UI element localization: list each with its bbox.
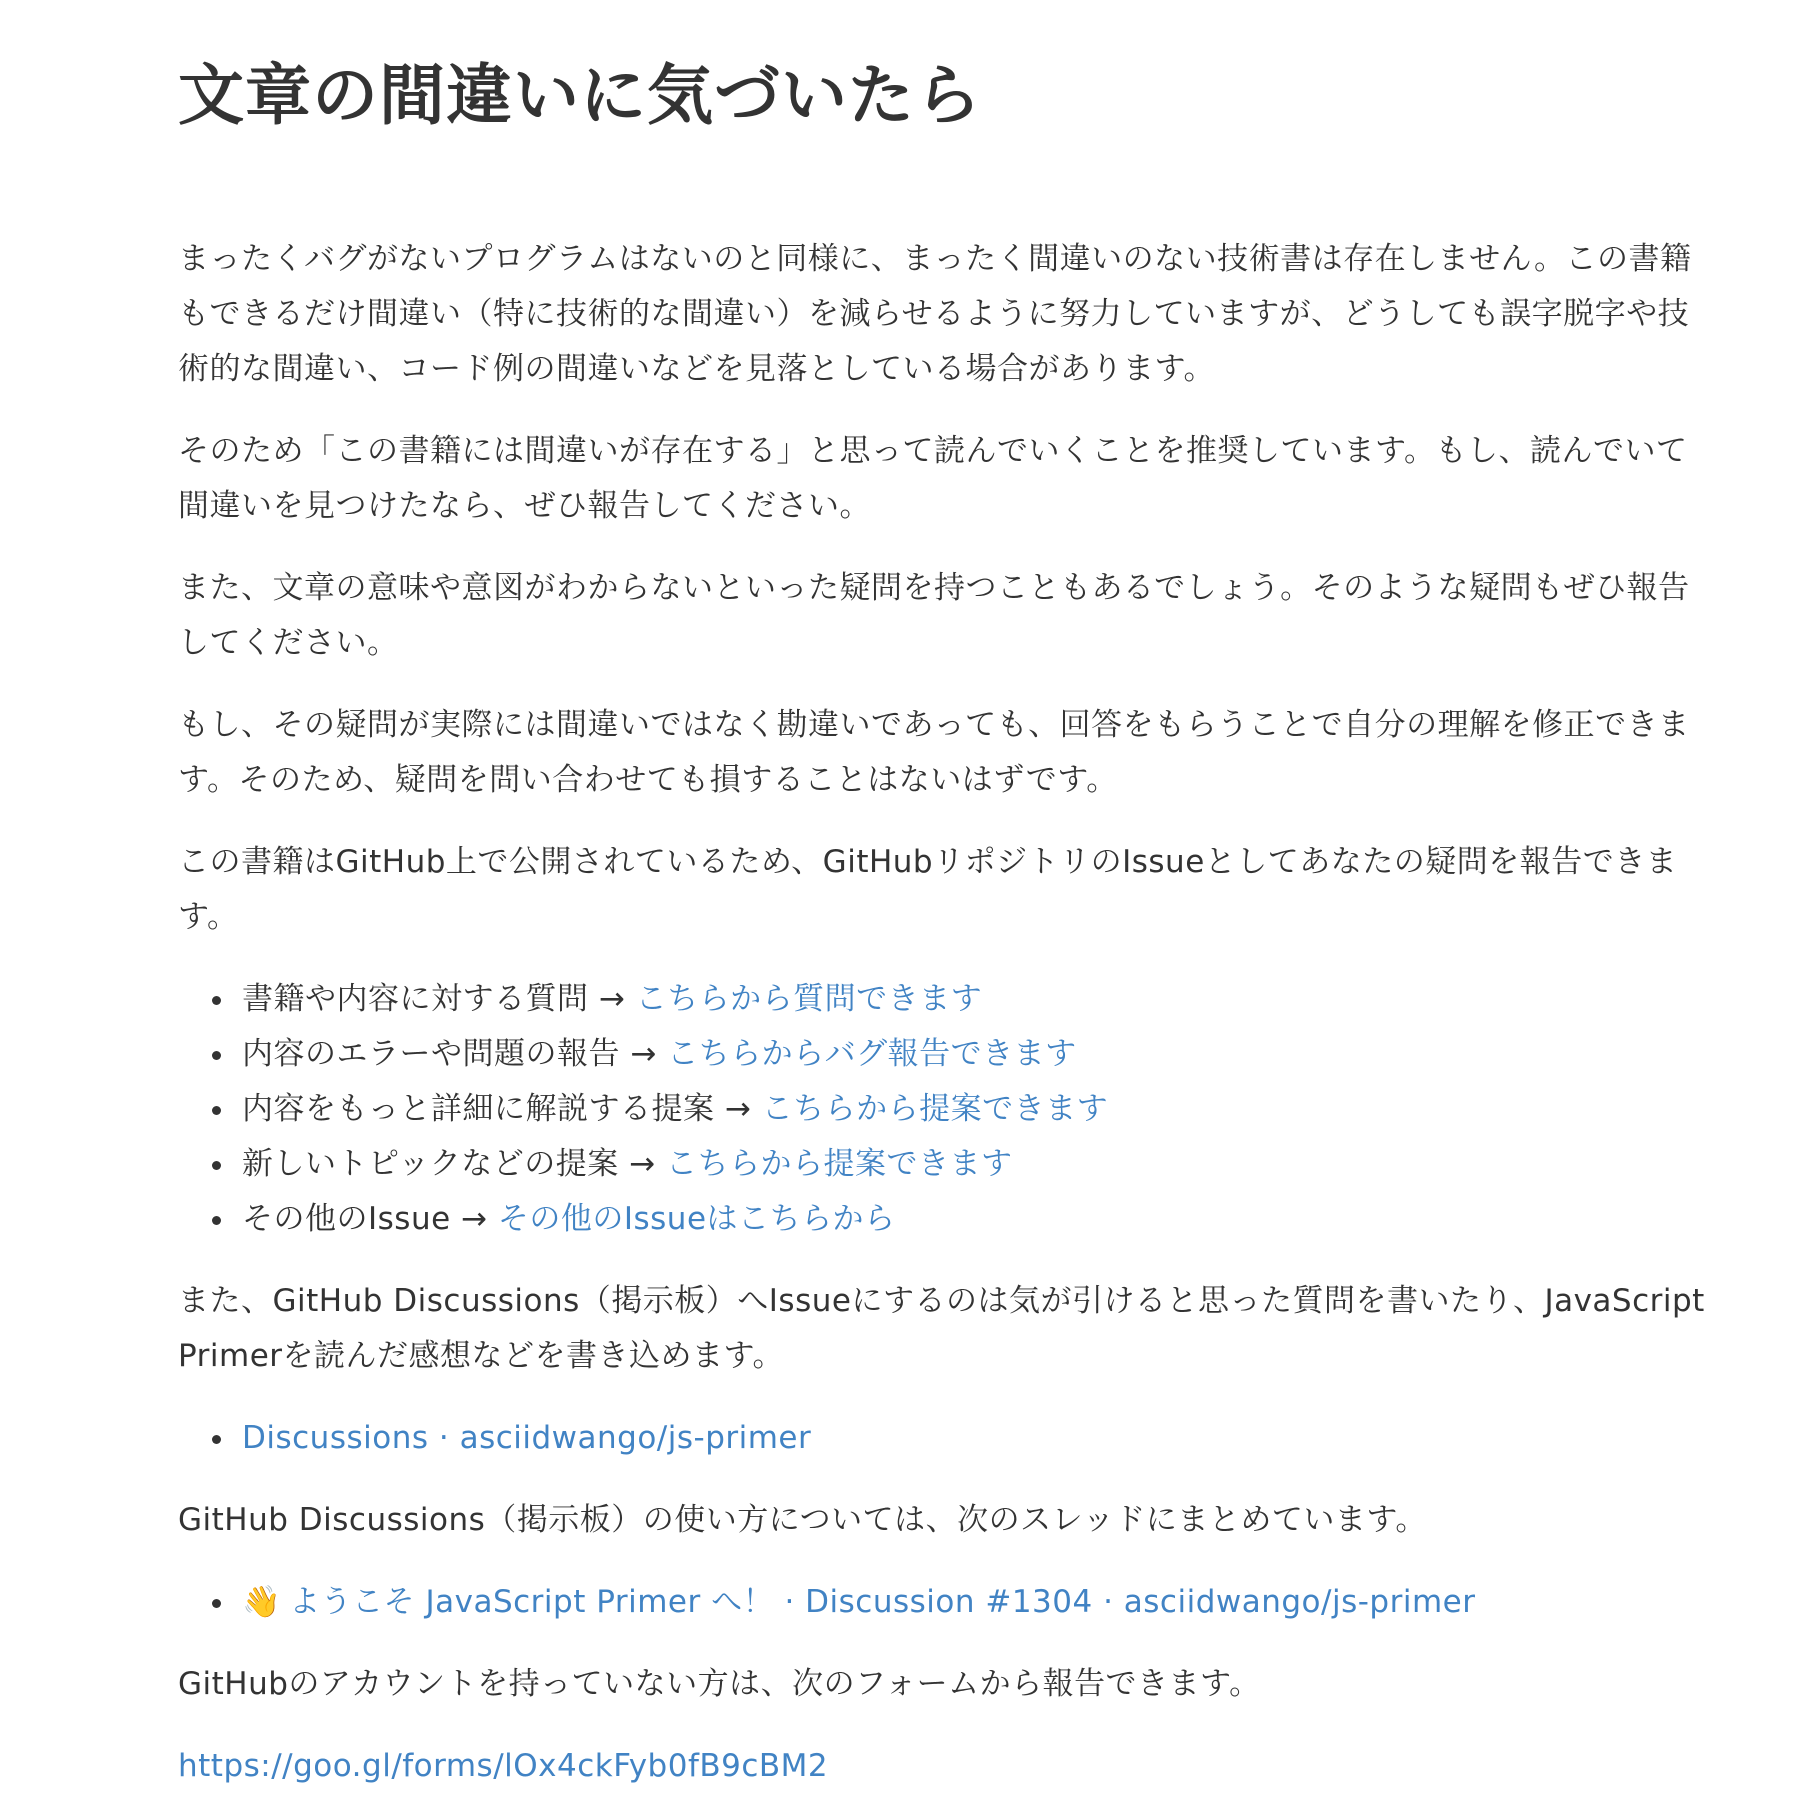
topic-proposal-link[interactable]: こちらから提案できます	[665, 1146, 1013, 1182]
bug-report-link[interactable]: こちらからバグ報告できます	[667, 1036, 1077, 1072]
issue-link-list	[178, 972, 1718, 1247]
bullet-icon	[212, 1161, 221, 1170]
list-item-text: その他のIssue →	[242, 1201, 498, 1237]
bullet-icon	[212, 996, 221, 1005]
bullet-icon	[212, 1216, 221, 1225]
list-item	[178, 1027, 1718, 1082]
page-title: 文章の間違いに気づいたら	[178, 57, 982, 134]
list-item	[178, 1192, 1718, 1247]
bullet-icon	[212, 1106, 221, 1115]
discussions-link[interactable]: Discussions · asciidwango/js-primer	[242, 1420, 812, 1456]
list-item	[178, 972, 1718, 1027]
paragraph-github-issue: この書籍はGitHub上で公開されているため、GitHubリポジトリのIssueとしてあなたの疑問を報告できます。	[178, 844, 1678, 935]
google-form-link[interactable]: https://goo.gl/forms/lOx4ckFyb0fB9cBM2	[178, 1748, 829, 1784]
paragraph-form: GitHubのアカウントを持っていない方は、次のフォームから報告できます。	[178, 1666, 1261, 1702]
paragraph-misunderstanding: もし、その疑問が実際には間違いではなく勘違いであっても、回答をもらうことで自分の理解を修正できます。そのため、疑問を問い合わせても損することはないはずです。	[178, 707, 1690, 798]
waving-hand-icon: 👋	[242, 1584, 282, 1620]
detail-proposal-link[interactable]: こちらから提案できます	[761, 1091, 1109, 1127]
welcome-discussion-link-text: ようこそ JavaScript Primer へ！ · Discussion #1304 · asciidwango/js-primer	[289, 1584, 1476, 1620]
bullet-icon	[212, 1599, 221, 1608]
list-item-text: 内容をもっと詳細に解説する提案 →	[242, 1091, 762, 1127]
other-issue-link[interactable]: その他のIssueはこちらから	[497, 1201, 896, 1237]
question-link[interactable]: こちらから質問できます	[635, 981, 983, 1017]
article-content	[178, 40, 1718, 1794]
paragraph-intro: まったくバグがないプログラムはないのと同様に、まったく間違いのない技術書は存在しません。この書籍もできるだけ間違い（特に技術的な間違い）を減らせるように努力していますが、どうしても誤字脱字や技術的な間違い、コード例の間違いなどを見落としている場合があります。	[178, 241, 1692, 387]
list-item	[178, 1411, 1718, 1466]
discussions-link-list	[178, 1411, 1718, 1466]
list-item-text: 内容のエラーや問題の報告 →	[242, 1036, 668, 1072]
welcome-discussion-link[interactable]	[242, 1584, 1475, 1620]
list-item-text: 書籍や内容に対する質問 →	[242, 981, 636, 1017]
bullet-icon	[212, 1051, 221, 1060]
bullet-icon	[212, 1435, 221, 1444]
welcome-link-list	[178, 1575, 1718, 1630]
list-item	[178, 1082, 1718, 1137]
list-item-text: 新しいトピックなどの提案 →	[242, 1146, 666, 1182]
paragraph-form-link	[178, 1739, 1718, 1794]
list-item	[178, 1137, 1718, 1192]
paragraph-discussions-usage: GitHub Discussions（掲示板）の使い方については、次のスレッドにまとめています。	[178, 1502, 1427, 1538]
paragraph-questions: また、文章の意味や意図がわからないといった疑問を持つこともあるでしょう。そのような疑問もぜひ報告してください。	[178, 570, 1690, 661]
paragraph-recommend: そのため「この書籍には間違いが存在する」と思って読んでいくことを推奨しています。もし、読んでいて間違いを見つけたなら、ぜひ報告してください。	[178, 433, 1688, 524]
paragraph-discussions: また、GitHub Discussions（掲示板）へIssueにするのは気が引けると思った質問を書いたり、JavaScript Primerを読んだ感想などを書き込めます。	[178, 1283, 1705, 1374]
list-item	[178, 1575, 1718, 1630]
